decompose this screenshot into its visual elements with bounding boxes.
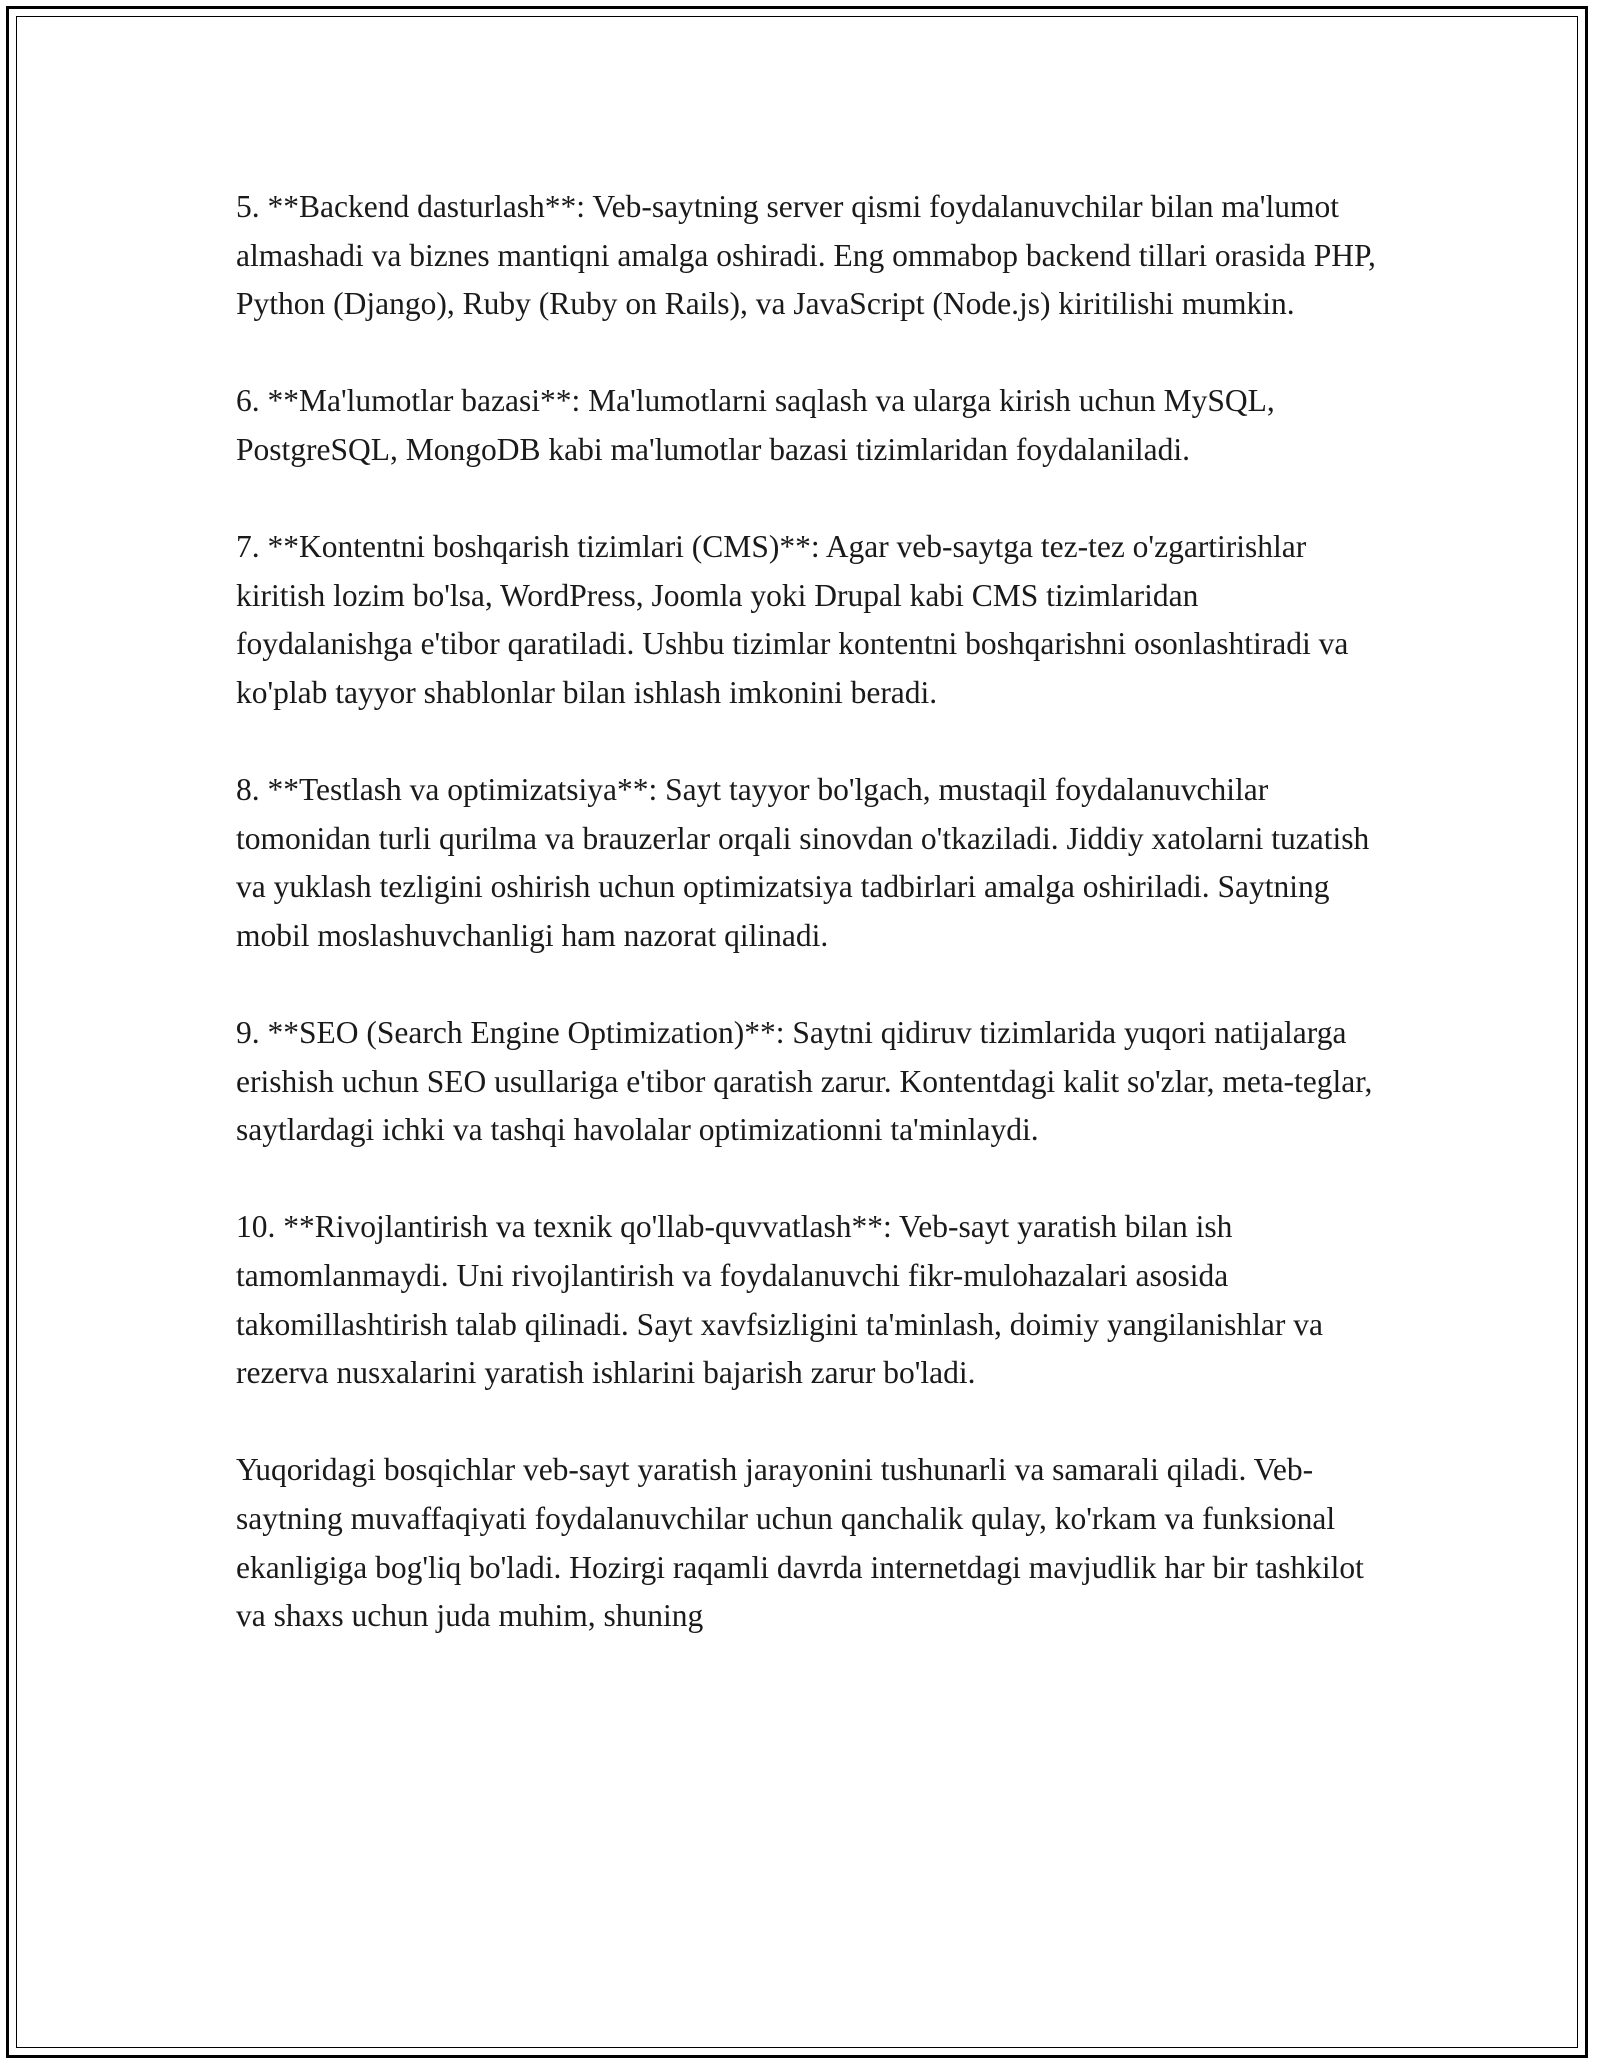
paragraph-support: 10. **Rivojlantirish va texnik qo'llab-quvvatlash**: Veb-sayt yaratish bilan ish tamomlanmaydi. Uni rivojlantirish va foydalanuvchi fikr-mulohazalari asosida takomillashtirish talab qilinadi. Sayt xavfsizligini ta'minlash, doimiy yangilanishlar va rezerva nusxalarini yaratish ishlarini bajarish zarur bo'ladi. (236, 1209, 1323, 1391)
paragraph-cms: 7. **Kontentni boshqarish tizimlari (CMS)**: Agar veb-saytga tez-tez o'zgartirishlar kiritish lozim bo'lsa, WordPress, Joomla yoki Drupal kabi CMS tizimlaridan foydalanishga e'tibor qaratiladi. Ushbu tizimlar kontentni boshqarishni osonlashtiradi va ko'plab tayyor shablonlar bilan ishlash imkonini beradi. (236, 529, 1349, 710)
document-body (236, 183, 1376, 1641)
paragraph-seo: 9. **SEO (Search Engine Optimization)**: Saytni qidiruv tizimlarida yuqori natijalarga erishish uchun SEO usullariga e'tibor qaratish zarur. Kontentdagi kalit so'zlar, meta-teglar, saytlardagi ichki va tashqi havolalar optimizationni ta'minlaydi. (236, 1015, 1373, 1148)
paragraph-testing: 8. **Testlash va optimizatsiya**: Sayt tayyor bo'lgach, mustaqil foydalanuvchilar tomonidan turli qurilma va brauzerlar orqali sinovdan o'tkaziladi. Jiddiy xatolarni tuzatish va yuklash tezligini oshirish uchun optimizatsiya tadbirlari amalga oshiriladi. Saytning mobil moslashuvchanligi ham nazorat qilinadi. (236, 772, 1370, 953)
paragraph-backend: 5. **Backend dasturlash**: Veb-saytning server qismi foydalanuvchilar bilan ma'lumot almashadi va biznes mantiqni amalga oshiradi. Eng ommabop backend tillari orasida PHP, Python (Django), Ruby (Ruby on Rails), va JavaScript (Node.js) kiritilishi mumkin. (236, 189, 1376, 322)
paragraph-conclusion: Yuqoridagi bosqichlar veb-sayt yaratish jarayonini tushunarli va samarali qiladi. Veb-saytning muvaffaqiyati foydalanuvchilar uchun qanchalik qulay, ko'rkam va funksional ekanligiga bog'liq bo'ladi. Hozirgi raqamli davrda internetdagi mavjudlik har bir tashkilot va shaxs uchun juda muhim, shuning (236, 1452, 1364, 1634)
paragraph-database: 6. **Ma'lumotlar bazasi**: Ma'lumotlarni saqlash va ularga kirish uchun MySQL, PostgreSQL, MongoDB kabi ma'lumotlar bazasi tizimlaridan foydalaniladi. (236, 383, 1275, 467)
